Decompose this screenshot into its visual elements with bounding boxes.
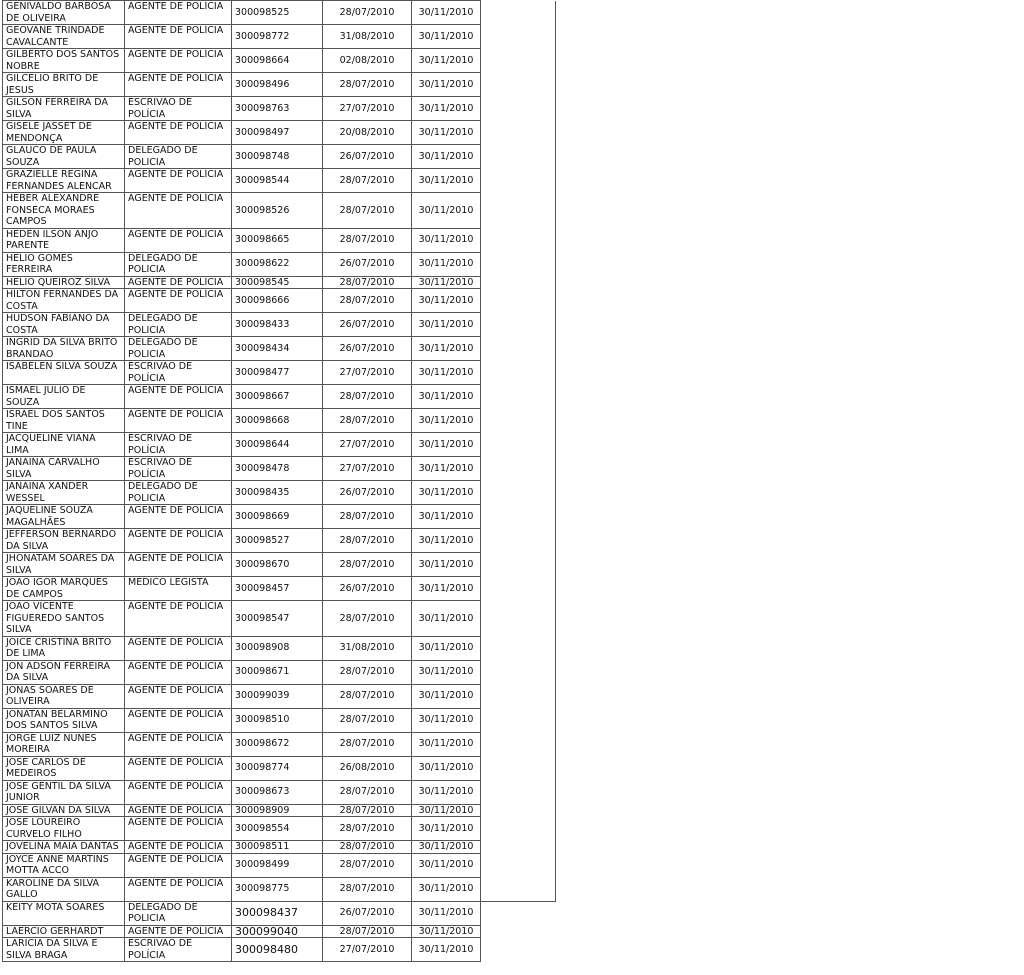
cell-name: JANAINA XANDER WESSEL bbox=[3, 481, 125, 505]
table-row bbox=[3, 853, 556, 877]
cell-registration: 300098908 bbox=[232, 636, 323, 660]
cell-empty bbox=[481, 145, 556, 169]
cell-name: JOAO IGOR MARQUES DE CAMPOS bbox=[3, 577, 125, 601]
cell-start-date: 28/07/2010 bbox=[323, 553, 412, 577]
table-row bbox=[3, 313, 556, 337]
table-row bbox=[3, 252, 556, 276]
table-row bbox=[3, 529, 556, 553]
cell-end-date: 30/11/2010 bbox=[412, 337, 481, 361]
cell-end-date: 30/11/2010 bbox=[412, 780, 481, 804]
cell-start-date: 28/07/2010 bbox=[323, 841, 412, 854]
cell-empty bbox=[481, 817, 556, 841]
cell-empty bbox=[481, 841, 556, 854]
cell-registration: 300098435 bbox=[232, 481, 323, 505]
cell-name: LARICIA DA SILVA E SILVA BRAGA bbox=[3, 938, 125, 962]
cell-end-date: 30/11/2010 bbox=[412, 877, 481, 901]
cell-start-date: 28/07/2010 bbox=[323, 529, 412, 553]
cell-registration: 300098774 bbox=[232, 756, 323, 780]
table-row bbox=[3, 145, 556, 169]
cell-end-date: 30/11/2010 bbox=[412, 1, 481, 25]
cell-registration: 300098772 bbox=[232, 25, 323, 49]
cell-end-date: 30/11/2010 bbox=[412, 169, 481, 193]
cell-role: AGENTE DE POLÍCIA bbox=[125, 660, 232, 684]
cell-name: JONATAN BELARMINO DOS SANTOS SILVA bbox=[3, 708, 125, 732]
cell-registration: 300098496 bbox=[232, 73, 323, 97]
cell-name: GRAZIELLE REGINA FERNANDES ALENCAR bbox=[3, 169, 125, 193]
cell-start-date: 31/08/2010 bbox=[323, 25, 412, 49]
table-row bbox=[3, 684, 556, 708]
cell-role: DELEGADO DE POLICIA bbox=[125, 145, 232, 169]
cell-registration: 300098644 bbox=[232, 433, 323, 457]
cell-name: HEDEN ILSON ANJO PARENTE bbox=[3, 228, 125, 252]
cell-role: DELEGADO DE POLICIA bbox=[125, 313, 232, 337]
cell-role: DELEGADO DE POLICIA bbox=[125, 252, 232, 276]
cell-end-date: 30/11/2010 bbox=[412, 433, 481, 457]
cell-name: JOSE GILVAN DA SILVA bbox=[3, 804, 125, 817]
cell-end-date: 30/11/2010 bbox=[412, 756, 481, 780]
cell-registration: 300098525 bbox=[232, 1, 323, 25]
cell-start-date: 28/07/2010 bbox=[323, 817, 412, 841]
cell-role: AGENTE DE POLÍCIA bbox=[125, 841, 232, 854]
cell-registration: 300098434 bbox=[232, 337, 323, 361]
cell-empty bbox=[481, 73, 556, 97]
cell-start-date: 26/07/2010 bbox=[323, 577, 412, 601]
cell-empty bbox=[481, 925, 556, 938]
cell-role: DELEGADO DE POLICIA bbox=[125, 481, 232, 505]
cell-role: AGENTE DE POLÍCIA bbox=[125, 756, 232, 780]
cell-end-date: 30/11/2010 bbox=[412, 73, 481, 97]
cell-end-date: 30/11/2010 bbox=[412, 385, 481, 409]
cell-registration: 300098554 bbox=[232, 817, 323, 841]
table-row bbox=[3, 289, 556, 313]
cell-role: AGENTE DE POLÍCIA bbox=[125, 780, 232, 804]
cell-registration: 300098527 bbox=[232, 529, 323, 553]
cell-end-date: 30/11/2010 bbox=[412, 841, 481, 854]
cell-name: JOYCE ANNE MARTINS MOTTA ACCO bbox=[3, 853, 125, 877]
table-row bbox=[3, 73, 556, 97]
table-row bbox=[3, 660, 556, 684]
cell-empty bbox=[481, 877, 556, 901]
cell-empty bbox=[481, 553, 556, 577]
cell-end-date: 30/11/2010 bbox=[412, 505, 481, 529]
cell-name: LAERCIO GERHARDT bbox=[3, 925, 125, 938]
cell-end-date: 30/11/2010 bbox=[412, 193, 481, 229]
cell-role: AGENTE DE POLÍCIA bbox=[125, 169, 232, 193]
cell-end-date: 30/11/2010 bbox=[412, 361, 481, 385]
cell-registration: 300098457 bbox=[232, 577, 323, 601]
cell-empty bbox=[481, 708, 556, 732]
cell-empty bbox=[481, 49, 556, 73]
cell-start-date: 26/08/2010 bbox=[323, 756, 412, 780]
cell-end-date: 30/11/2010 bbox=[412, 529, 481, 553]
cell-registration: 300098671 bbox=[232, 660, 323, 684]
cell-registration: 300098670 bbox=[232, 553, 323, 577]
table-row bbox=[3, 780, 556, 804]
table-row bbox=[3, 841, 556, 854]
cell-start-date: 27/07/2010 bbox=[323, 97, 412, 121]
cell-empty bbox=[481, 313, 556, 337]
table-row bbox=[3, 877, 556, 901]
cell-empty bbox=[481, 853, 556, 877]
cell-registration: 300098775 bbox=[232, 877, 323, 901]
cell-empty bbox=[481, 97, 556, 121]
cell-start-date: 28/07/2010 bbox=[323, 877, 412, 901]
cell-role: AGENTE DE POLÍCIA bbox=[125, 684, 232, 708]
cell-registration: 300098673 bbox=[232, 780, 323, 804]
cell-role: DELEGADO DE POLICIA bbox=[125, 337, 232, 361]
cell-empty bbox=[481, 529, 556, 553]
cell-role: AGENTE DE POLÍCIA bbox=[125, 732, 232, 756]
cell-end-date: 30/11/2010 bbox=[412, 409, 481, 433]
cell-empty bbox=[481, 289, 556, 313]
cell-start-date: 31/08/2010 bbox=[323, 636, 412, 660]
cell-name: JON ADSON FERREIRA DA SILVA bbox=[3, 660, 125, 684]
cell-name: JORGE LUIZ NUNES MOREIRA bbox=[3, 732, 125, 756]
cell-role: AGENTE DE POLÍCIA bbox=[125, 276, 232, 289]
table-row bbox=[3, 276, 556, 289]
cell-registration: 300098667 bbox=[232, 385, 323, 409]
cell-end-date: 30/11/2010 bbox=[412, 684, 481, 708]
cell-registration: 300098666 bbox=[232, 289, 323, 313]
cell-role: AGENTE DE POLÍCIA bbox=[125, 636, 232, 660]
cell-empty bbox=[481, 601, 556, 637]
cell-end-date: 30/11/2010 bbox=[412, 577, 481, 601]
cell-role: AGENTE DE POLÍCIA bbox=[125, 925, 232, 938]
cell-name: JHONATAM SOARES DA SILVA bbox=[3, 553, 125, 577]
cell-start-date: 28/07/2010 bbox=[323, 601, 412, 637]
cell-registration: 300098511 bbox=[232, 841, 323, 854]
cell-empty bbox=[481, 780, 556, 804]
cell-empty bbox=[481, 276, 556, 289]
cell-end-date: 30/11/2010 bbox=[412, 732, 481, 756]
cell-registration: 300099040 bbox=[232, 925, 323, 938]
cell-name: JOSE GENTIL DA SILVA JUNIOR bbox=[3, 780, 125, 804]
table-row bbox=[3, 481, 556, 505]
cell-end-date: 30/11/2010 bbox=[412, 25, 481, 49]
cell-name: INGRID DA SILVA BRITO BRANDAO bbox=[3, 337, 125, 361]
table-row bbox=[3, 577, 556, 601]
cell-start-date: 28/07/2010 bbox=[323, 1, 412, 25]
cell-name: KEITY MOTA SOARES bbox=[3, 901, 125, 925]
cell-start-date: 26/07/2010 bbox=[323, 481, 412, 505]
cell-start-date: 28/07/2010 bbox=[323, 853, 412, 877]
cell-start-date: 27/07/2010 bbox=[323, 433, 412, 457]
cell-registration: 300098763 bbox=[232, 97, 323, 121]
table-row bbox=[3, 732, 556, 756]
cell-registration: 300098526 bbox=[232, 193, 323, 229]
cell-empty bbox=[481, 577, 556, 601]
cell-start-date: 28/07/2010 bbox=[323, 289, 412, 313]
cell-role: ESCRIVÃO DE POLÍCIA bbox=[125, 361, 232, 385]
cell-end-date: 30/11/2010 bbox=[412, 97, 481, 121]
cell-registration: 300098478 bbox=[232, 457, 323, 481]
cell-registration: 300098433 bbox=[232, 313, 323, 337]
cell-start-date: 28/07/2010 bbox=[323, 385, 412, 409]
table-body bbox=[3, 1, 556, 962]
table-row bbox=[3, 337, 556, 361]
cell-role: ESCRIVÃO DE POLÍCIA bbox=[125, 97, 232, 121]
cell-name: KAROLINE DA SILVA GALLO bbox=[3, 877, 125, 901]
cell-empty bbox=[481, 409, 556, 433]
cell-name: GEOVANE TRINDADE CAVALCANTE bbox=[3, 25, 125, 49]
cell-empty bbox=[481, 169, 556, 193]
cell-end-date: 30/11/2010 bbox=[412, 804, 481, 817]
cell-name: HELIO GOMES FERREIRA bbox=[3, 252, 125, 276]
cell-registration: 300098545 bbox=[232, 276, 323, 289]
table-row bbox=[3, 121, 556, 145]
cell-role: DELEGADO DE POLICIA bbox=[125, 901, 232, 925]
cell-empty bbox=[481, 481, 556, 505]
cell-name: GENIVALDO BARBOSA DE OLIVEIRA bbox=[3, 1, 125, 25]
cell-empty bbox=[481, 25, 556, 49]
table-row bbox=[3, 193, 556, 229]
cell-role: AGENTE DE POLÍCIA bbox=[125, 817, 232, 841]
cell-registration: 300098499 bbox=[232, 853, 323, 877]
cell-start-date: 26/07/2010 bbox=[323, 252, 412, 276]
cell-role: ESCRIVÃO DE POLÍCIA bbox=[125, 938, 232, 962]
cell-empty bbox=[481, 252, 556, 276]
cell-name: JOICE CRISTINA BRITO DE LIMA bbox=[3, 636, 125, 660]
cell-end-date: 30/11/2010 bbox=[412, 938, 481, 962]
cell-role: AGENTE DE POLÍCIA bbox=[125, 289, 232, 313]
cell-start-date: 28/07/2010 bbox=[323, 409, 412, 433]
cell-role: AGENTE DE POLÍCIA bbox=[125, 193, 232, 229]
cell-role: AGENTE DE POLÍCIA bbox=[125, 529, 232, 553]
cell-role: ESCRIVÃO DE POLÍCIA bbox=[125, 433, 232, 457]
cell-end-date: 30/11/2010 bbox=[412, 660, 481, 684]
cell-name: JOVELINA MAIA DANTAS bbox=[3, 841, 125, 854]
table-row bbox=[3, 433, 556, 457]
table-row bbox=[3, 361, 556, 385]
cell-role: AGENTE DE POLÍCIA bbox=[125, 385, 232, 409]
cell-empty bbox=[481, 385, 556, 409]
cell-name: JOSE CARLOS DE MEDEIROS bbox=[3, 756, 125, 780]
cell-registration: 300099039 bbox=[232, 684, 323, 708]
cell-start-date: 28/07/2010 bbox=[323, 732, 412, 756]
cell-empty bbox=[481, 505, 556, 529]
table-row bbox=[3, 817, 556, 841]
cell-role: ESCRIVÃO DE POLÍCIA bbox=[125, 457, 232, 481]
cell-end-date: 30/11/2010 bbox=[412, 601, 481, 637]
cell-registration: 300098547 bbox=[232, 601, 323, 637]
cell-role: AGENTE DE POLÍCIA bbox=[125, 1, 232, 25]
cell-name: JONAS SOARES DE OLIVEIRA bbox=[3, 684, 125, 708]
cell-start-date: 28/07/2010 bbox=[323, 228, 412, 252]
cell-empty bbox=[481, 732, 556, 756]
cell-empty bbox=[481, 636, 556, 660]
cell-role: AGENTE DE POLÍCIA bbox=[125, 505, 232, 529]
cell-empty bbox=[481, 901, 556, 925]
cell-start-date: 28/07/2010 bbox=[323, 193, 412, 229]
cell-registration: 300098668 bbox=[232, 409, 323, 433]
cell-name: JEFFERSON BERNARDO DA SILVA bbox=[3, 529, 125, 553]
cell-empty bbox=[481, 1, 556, 25]
cell-role: AGENTE DE POLÍCIA bbox=[125, 49, 232, 73]
cell-empty bbox=[481, 660, 556, 684]
cell-registration: 300098437 bbox=[232, 901, 323, 925]
cell-empty bbox=[481, 193, 556, 229]
cell-name: JACQUELINE VIANA LIMA bbox=[3, 433, 125, 457]
cell-empty bbox=[481, 756, 556, 780]
cell-role: AGENTE DE POLÍCIA bbox=[125, 708, 232, 732]
table-row bbox=[3, 457, 556, 481]
table-row bbox=[3, 636, 556, 660]
cell-end-date: 30/11/2010 bbox=[412, 901, 481, 925]
cell-registration: 300098664 bbox=[232, 49, 323, 73]
cell-role: AGENTE DE POLÍCIA bbox=[125, 73, 232, 97]
cell-role: AGENTE DE POLÍCIA bbox=[125, 228, 232, 252]
cell-end-date: 30/11/2010 bbox=[412, 636, 481, 660]
cell-start-date: 27/07/2010 bbox=[323, 361, 412, 385]
table-row bbox=[3, 901, 556, 925]
cell-start-date: 28/07/2010 bbox=[323, 684, 412, 708]
cell-start-date: 28/07/2010 bbox=[323, 925, 412, 938]
cell-empty bbox=[481, 121, 556, 145]
cell-name: HELIO QUEIROZ SILVA bbox=[3, 276, 125, 289]
table-row bbox=[3, 1, 556, 25]
cell-name: ISRAEL DOS SANTOS TINE bbox=[3, 409, 125, 433]
cell-start-date: 27/07/2010 bbox=[323, 457, 412, 481]
cell-end-date: 30/11/2010 bbox=[412, 553, 481, 577]
cell-name: GILSON FERREIRA DA SILVA bbox=[3, 97, 125, 121]
cell-end-date: 30/11/2010 bbox=[412, 49, 481, 73]
table-row bbox=[3, 804, 556, 817]
table-row bbox=[3, 553, 556, 577]
cell-role: AGENTE DE POLÍCIA bbox=[125, 877, 232, 901]
cell-start-date: 27/07/2010 bbox=[323, 938, 412, 962]
cell-end-date: 30/11/2010 bbox=[412, 313, 481, 337]
cell-end-date: 30/11/2010 bbox=[412, 481, 481, 505]
cell-name: JAQUELINE SOUZA MAGALHÃES bbox=[3, 505, 125, 529]
cell-role: AGENTE DE POLÍCIA bbox=[125, 553, 232, 577]
cell-start-date: 26/07/2010 bbox=[323, 901, 412, 925]
table-row bbox=[3, 409, 556, 433]
table-row bbox=[3, 708, 556, 732]
cell-name: JOSE LOUREIRO CURVELO FILHO bbox=[3, 817, 125, 841]
table-row bbox=[3, 601, 556, 637]
cell-role: AGENTE DE POLÍCIA bbox=[125, 121, 232, 145]
cell-role: AGENTE DE POLÍCIA bbox=[125, 853, 232, 877]
cell-registration: 300098510 bbox=[232, 708, 323, 732]
table-row bbox=[3, 925, 556, 938]
table-row bbox=[3, 385, 556, 409]
cell-role: AGENTE DE POLÍCIA bbox=[125, 409, 232, 433]
cell-start-date: 28/07/2010 bbox=[323, 73, 412, 97]
cell-role: MÉDICO LEGISTA bbox=[125, 577, 232, 601]
cell-role: AGENTE DE POLÍCIA bbox=[125, 804, 232, 817]
cell-name: GILBERTO DOS SANTOS NOBRE bbox=[3, 49, 125, 73]
cell-start-date: 28/07/2010 bbox=[323, 169, 412, 193]
cell-start-date: 28/07/2010 bbox=[323, 708, 412, 732]
cell-name: JANAINA CARVALHO SILVA bbox=[3, 457, 125, 481]
cell-registration: 300098477 bbox=[232, 361, 323, 385]
cell-registration: 300098669 bbox=[232, 505, 323, 529]
cell-empty bbox=[481, 433, 556, 457]
cell-empty bbox=[481, 228, 556, 252]
cell-name: ISMAEL JULIO DE SOUZA bbox=[3, 385, 125, 409]
cell-name: HILTON FERNANDES DA COSTA bbox=[3, 289, 125, 313]
cell-name: HUDSON FABIANO DA COSTA bbox=[3, 313, 125, 337]
table-row bbox=[3, 97, 556, 121]
cell-end-date: 30/11/2010 bbox=[412, 708, 481, 732]
cell-end-date: 30/11/2010 bbox=[412, 121, 481, 145]
cell-start-date: 02/08/2010 bbox=[323, 49, 412, 73]
cell-end-date: 30/11/2010 bbox=[412, 817, 481, 841]
table-row bbox=[3, 938, 556, 962]
cell-end-date: 30/11/2010 bbox=[412, 853, 481, 877]
cell-end-date: 30/11/2010 bbox=[412, 925, 481, 938]
cell-start-date: 28/07/2010 bbox=[323, 505, 412, 529]
cell-empty bbox=[481, 938, 556, 962]
cell-end-date: 30/11/2010 bbox=[412, 457, 481, 481]
cell-start-date: 26/07/2010 bbox=[323, 313, 412, 337]
table-row bbox=[3, 228, 556, 252]
cell-start-date: 26/07/2010 bbox=[323, 145, 412, 169]
cell-start-date: 20/08/2010 bbox=[323, 121, 412, 145]
cell-registration: 300098665 bbox=[232, 228, 323, 252]
cell-name: ISABELEN SILVA SOUZA bbox=[3, 361, 125, 385]
cell-end-date: 30/11/2010 bbox=[412, 228, 481, 252]
cell-role: AGENTE DE POLÍCIA bbox=[125, 601, 232, 637]
cell-role: AGENTE DE POLÍCIA bbox=[125, 25, 232, 49]
cell-name: GLAUCO DE PAULA SOUZA bbox=[3, 145, 125, 169]
cell-registration: 300098480 bbox=[232, 938, 323, 962]
cell-start-date: 28/07/2010 bbox=[323, 780, 412, 804]
table-row bbox=[3, 25, 556, 49]
cell-empty bbox=[481, 337, 556, 361]
table-row bbox=[3, 169, 556, 193]
cell-empty bbox=[481, 457, 556, 481]
cell-registration: 300098497 bbox=[232, 121, 323, 145]
cell-name: HEBER ALEXANDRE FONSECA MORAES CAMPOS bbox=[3, 193, 125, 229]
cell-empty bbox=[481, 361, 556, 385]
cell-end-date: 30/11/2010 bbox=[412, 289, 481, 313]
cell-registration: 300098544 bbox=[232, 169, 323, 193]
cell-start-date: 28/07/2010 bbox=[323, 276, 412, 289]
cell-registration: 300098909 bbox=[232, 804, 323, 817]
table-row bbox=[3, 49, 556, 73]
personnel-table bbox=[2, 0, 556, 962]
cell-name: JOAO VICENTE FIGUEREDO SANTOS SILVA bbox=[3, 601, 125, 637]
cell-name: GILCELIO BRITO DE JESUS bbox=[3, 73, 125, 97]
cell-start-date: 26/07/2010 bbox=[323, 337, 412, 361]
cell-end-date: 30/11/2010 bbox=[412, 276, 481, 289]
table-row bbox=[3, 505, 556, 529]
cell-empty bbox=[481, 684, 556, 708]
cell-end-date: 30/11/2010 bbox=[412, 145, 481, 169]
table-row bbox=[3, 756, 556, 780]
cell-empty bbox=[481, 804, 556, 817]
cell-registration: 300098748 bbox=[232, 145, 323, 169]
cell-registration: 300098672 bbox=[232, 732, 323, 756]
cell-end-date: 30/11/2010 bbox=[412, 252, 481, 276]
cell-registration: 300098622 bbox=[232, 252, 323, 276]
cell-start-date: 28/07/2010 bbox=[323, 804, 412, 817]
cell-name: GISELE JASSET DE MENDONÇA bbox=[3, 121, 125, 145]
cell-start-date: 28/07/2010 bbox=[323, 660, 412, 684]
